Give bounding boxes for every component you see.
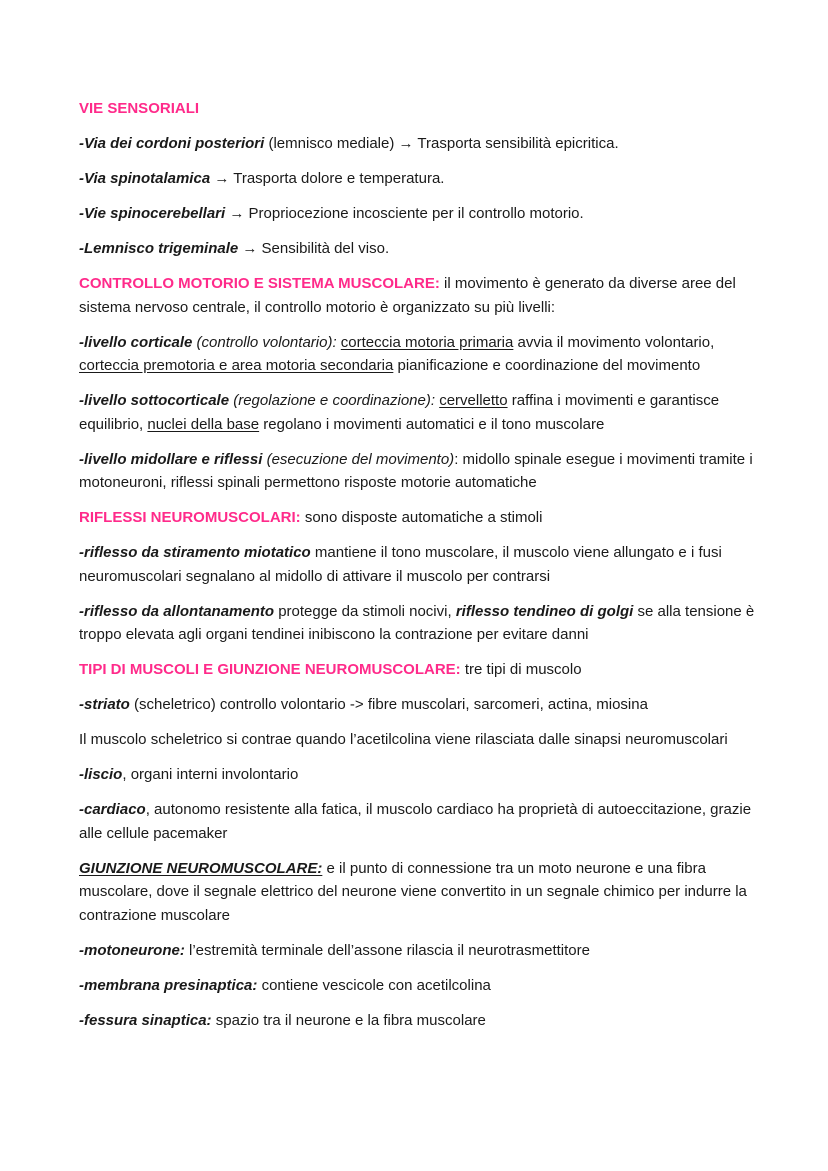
term: riflesso da stiramento miotatico bbox=[84, 544, 311, 561]
term: Lemnisco trigeminale bbox=[84, 240, 239, 257]
section-heading: GIUNZIONE NEUROMUSCOLARE: bbox=[79, 859, 323, 877]
term: Vie spinocerebellari bbox=[84, 205, 226, 222]
term: motoneurone: bbox=[84, 941, 185, 959]
section-controllo-motorio: CONTROLLO MOTORIO E SISTEMA MUSCOLARE: il movimento è generato da diverse aree del sistema nervoso centrale, il controllo motorio è organizzato su più livelli: bbox=[79, 275, 736, 316]
paragraph-muscolo-scheletrico: Il muscolo scheletrico si contrae quando l’acetilcolina viene rilasciata dalle sinapsi neuromuscolari bbox=[79, 731, 728, 748]
term: livello midollare e riflessi bbox=[84, 450, 263, 468]
paragraph-striato: -striato (scheletrico) controllo volontario -> fibre muscolari, sarcomeri, actina, miosina bbox=[79, 696, 648, 713]
term: striato bbox=[84, 696, 130, 713]
section-riflessi: RIFLESSI NEUROMUSCOLARI: sono disposte automatiche a stimoli bbox=[79, 509, 543, 526]
section-heading: TIPI DI MUSCOLI E GIUNZIONE NEUROMUSCOLARE: bbox=[79, 661, 461, 678]
paragraph-livello-midollare: -livello midollare e riflessi (esecuzione del movimento): midollo spinale esegue i movimenti tramite i motoneuroni, riflessi spinali permettono risposte motorie automatiche bbox=[79, 450, 753, 491]
section-heading: RIFLESSI NEUROMUSCOLARI: bbox=[79, 509, 301, 526]
term: cardiaco bbox=[84, 801, 146, 818]
paragraph-motoneurone: -motoneurone: l’estremità terminale dell’assone rilascia il neurotrasmettitore bbox=[79, 941, 590, 959]
paragraph-via-spinotalamica: -Via spinotalamica → Trasporta dolore e temperatura. bbox=[79, 170, 445, 187]
section-tipi-muscoli: TIPI DI MUSCOLI E GIUNZIONE NEUROMUSCOLARE: tre tipi di muscolo bbox=[79, 661, 582, 678]
paragraph-membrana-presinaptica: -membrana presinaptica: contiene vescicole con acetilcolina bbox=[79, 976, 491, 994]
term: membrana presinaptica: bbox=[84, 976, 258, 994]
paragraph-riflesso-stiramento: -riflesso da stiramento miotatico mantiene il tono muscolare, il muscolo viene allungato e i fusi neuromuscolari segnalano al midollo di attivare il muscolo per contrarsi bbox=[79, 544, 722, 585]
section-giunzione: GIUNZIONE NEUROMUSCOLARE: e il punto di connessione tra un moto neurone e una fibra muscolare, dove il segnale elettrico del neurone viene convertito in un segnale chimico per indurre la contrazione muscolare bbox=[79, 859, 747, 924]
paragraph-via-cordoni-posteriori: -Via dei cordoni posteriori (lemnisco mediale) → Trasporta sensibilità epicritica. bbox=[79, 135, 619, 152]
term: livello corticale bbox=[84, 333, 193, 351]
term: riflesso tendineo di golgi bbox=[455, 602, 634, 620]
paragraph-riflesso-allontanamento: -riflesso da allontanamento protegge da stimoli nocivi, riflesso tendineo di golgi se alla tensione è troppo elevata agli organi tendinei inibiscono la contrazione per evitare danni bbox=[79, 602, 755, 643]
term: riflesso da allontanamento bbox=[84, 602, 275, 620]
paragraph-liscio: -liscio, organi interni involontario bbox=[79, 766, 299, 783]
term: Via spinotalamica bbox=[84, 170, 211, 187]
paragraph-lemnisco-trigeminale: -Lemnisco trigeminale → Sensibilità del viso. bbox=[79, 240, 390, 257]
paragraph-livello-corticale: -livello corticale (controllo volontario): corteccia motoria primaria avvia il movimento volontario, corteccia premotoria e area motoria secondaria pianificazione e coordinazione del movimento bbox=[79, 333, 715, 374]
term: Via dei cordoni posteriori bbox=[84, 135, 265, 152]
paragraph-cardiaco: -cardiaco, autonomo resistente alla fatica, il muscolo cardiaco ha proprietà di autoeccitazione, grazie alle cellule pacemaker bbox=[79, 801, 752, 842]
paragraph-fessura-sinaptica: -fessura sinaptica: spazio tra il neurone e la fibra muscolare bbox=[79, 1011, 486, 1029]
term: livello sottocorticale bbox=[84, 392, 230, 409]
section-heading-vie-sensoriali: VIE SENSORIALI bbox=[79, 100, 200, 117]
section-heading: CONTROLLO MOTORIO E SISTEMA MUSCOLARE: bbox=[79, 275, 440, 292]
paragraph-vie-spinocerebellari: -Vie spinocerebellari → Propriocezione incosciente per il controllo motorio. bbox=[79, 205, 584, 222]
term: fessura sinaptica: bbox=[84, 1011, 212, 1029]
paragraph-livello-sottocorticale: -livello sottocorticale (regolazione e coordinazione): cervelletto raffina i movimenti e garantisce equilibrio, nuclei della base regolano i movimenti automatici e il tono muscolare bbox=[79, 392, 720, 433]
term: liscio bbox=[84, 766, 123, 783]
